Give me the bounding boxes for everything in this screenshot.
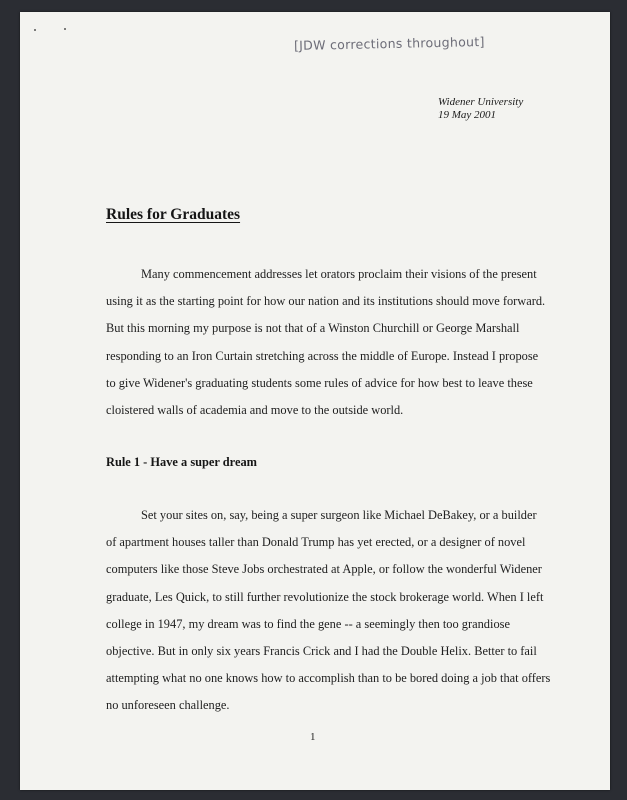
intro-paragraph [106,266,546,429]
paragraph-line: attempting what no one knows how to accomplish than to be bored doing a job that offers [106,671,551,686]
paragraph-line: to give Widener's graduating students some rules of advice for how best to leave these [106,375,533,390]
rule1-paragraph [106,507,551,725]
speck-mark [64,28,66,30]
paragraph-line: Set your sites on, say, being a super surgeon like Michael DeBakey, or a builder [141,508,537,522]
handwritten-note: [JDW corrections throughout] [293,34,485,53]
venue-block [438,96,523,122]
page-title: Rules for Graduates [106,206,241,223]
paragraph-line: objective. But in only six years Francis Crick and I had the Double Helix. Better to fail [106,643,537,658]
paragraph-line: responding to an Iron Curtain stretching across the middle of Europe. Instead I propose [106,348,539,363]
page-number: 1 [310,731,316,743]
speck-mark [34,29,36,31]
paragraph-line: Many commencement addresses let orators proclaim their visions of the present [141,267,537,281]
paragraph-line: of apartment houses taller than Donald Trump has yet erected, or a designer of novel [106,535,526,550]
paragraph-line: But this morning my purpose is not that of a Winston Churchill or George Marshall [106,321,520,336]
paragraph-line: no unforeseen challenge. [106,698,230,713]
paragraph-line: graduate, Les Quick, to still further revolutionize the stock brokerage world. When I left [106,589,544,604]
paragraph-line: college in 1947, my dream was to find the gene -- a seemingly then too grandiose [106,616,510,631]
venue-institution: Widener University [438,96,524,108]
paragraph-line: computers like those Steve Jobs orchestrated at Apple, or follow the wonderful Widener [106,562,542,577]
rule-heading: Rule 1 - Have a super dream [106,455,257,469]
paragraph-line: cloistered walls of academia and move to the outside world. [106,402,404,417]
paragraph-line: using it as the starting point for how our nation and its institutions should move forward. [106,294,546,309]
venue-date: 19 May 2001 [438,109,497,121]
